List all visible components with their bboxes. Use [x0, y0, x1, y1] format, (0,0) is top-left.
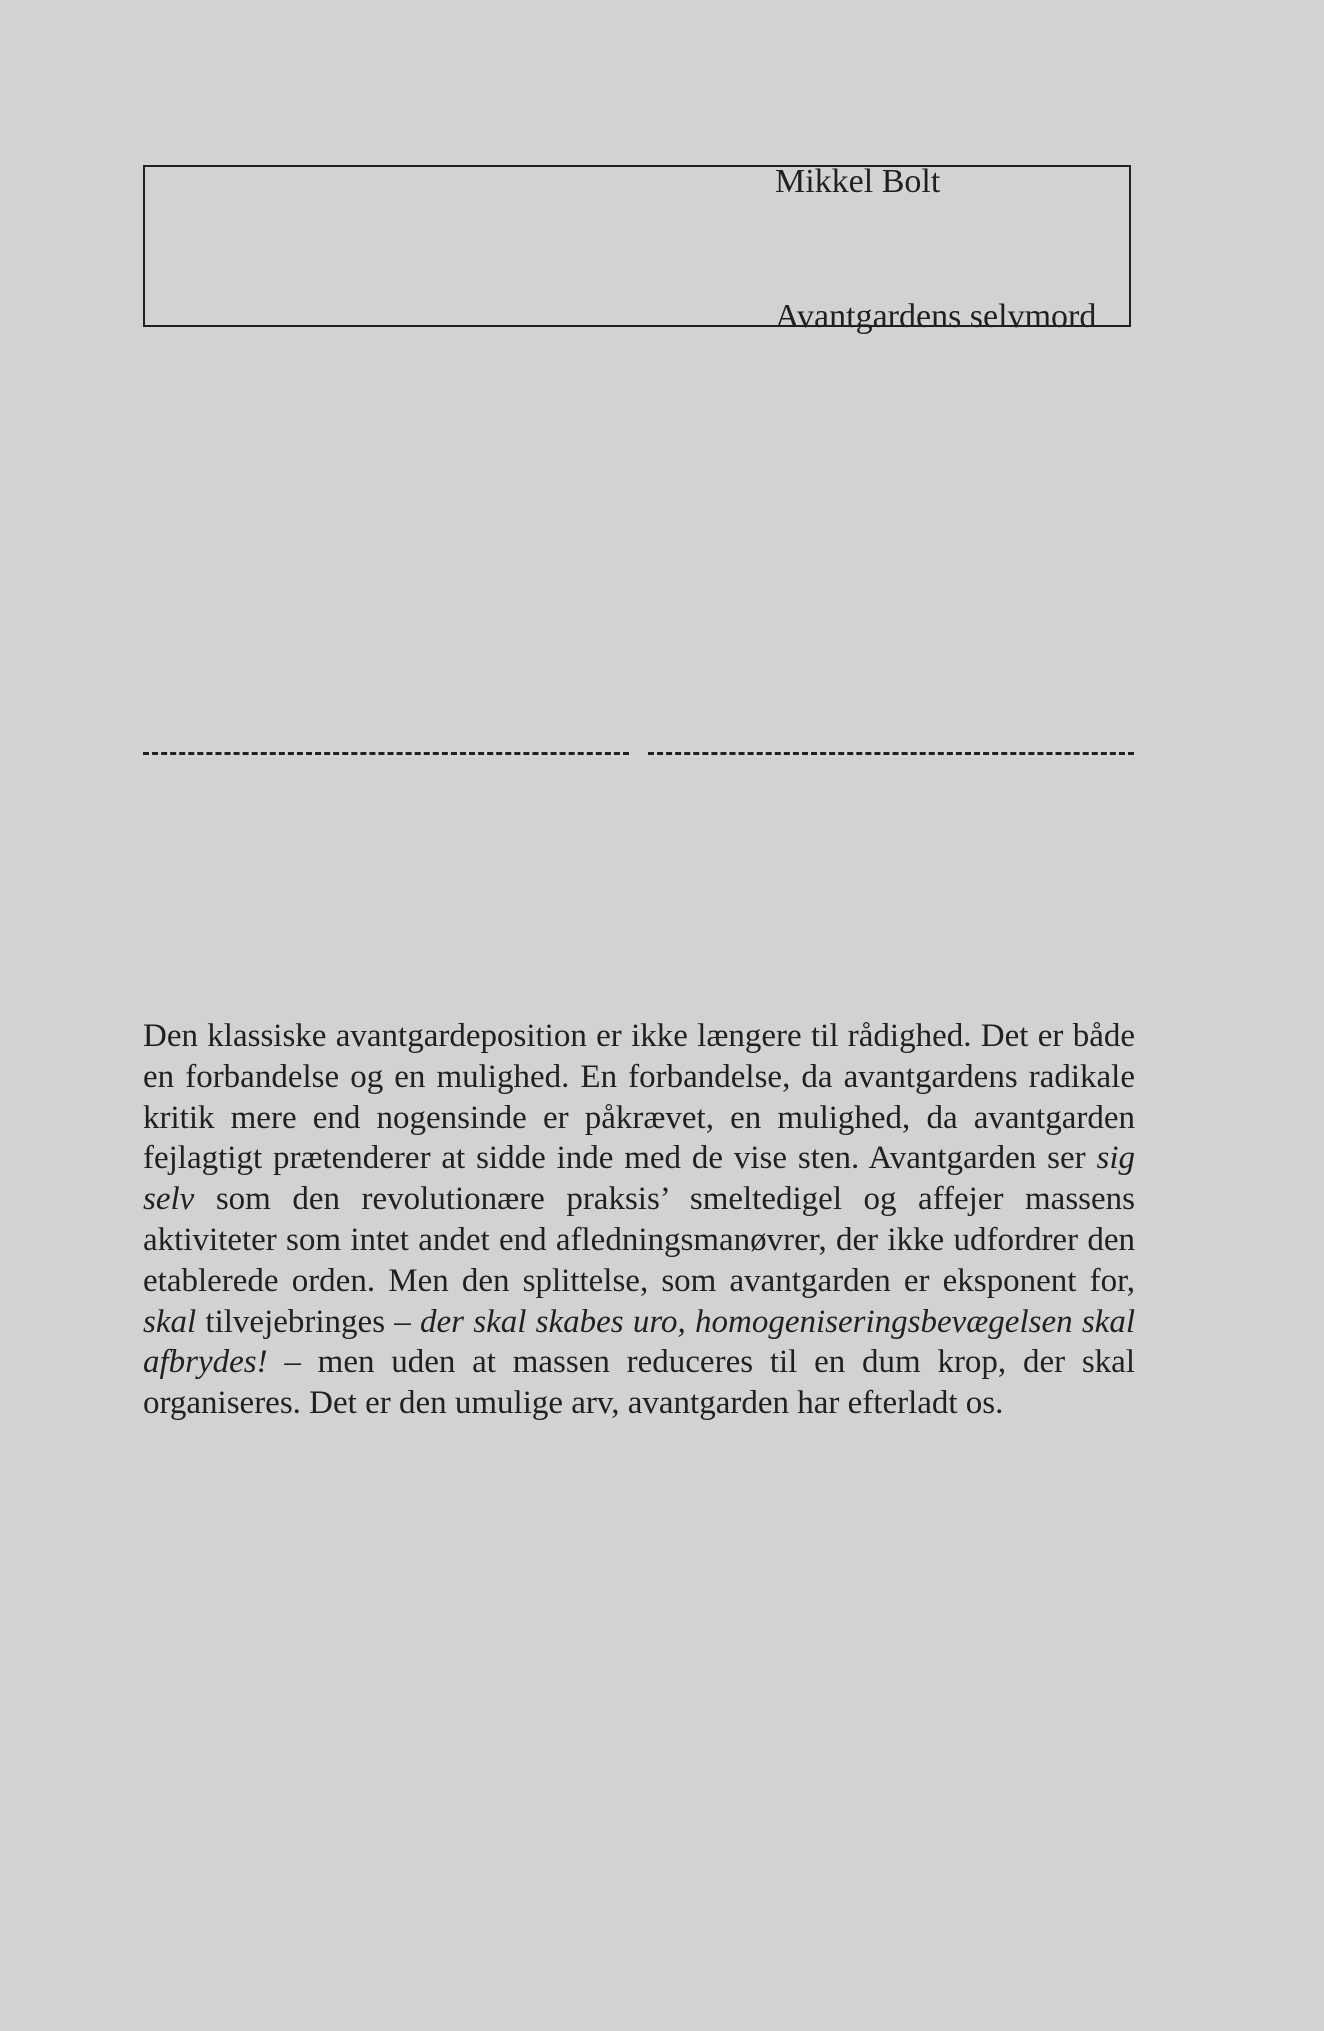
- blurb-emphasis-1: sig selv: [143, 1140, 1135, 1218]
- back-cover-blurb: [143, 1016, 1135, 1424]
- blurb-text-2: som den revolutionære praksis’ smeltedigel og affejer massens aktiviteter som intet andet end afledningsmanøvrer, der ikke udfordrer den etablerede orden. Men den splittelse, som avantgarden er eksponent for,: [143, 1181, 1135, 1299]
- blurb-text-4: – men uden at massen reduceres til en dum krop, der skal organiseres. Det er den umulige arv, avantgarden har efterladt os.: [143, 1344, 1135, 1422]
- blurb-emphasis-3: der skal skabes uro, homogeniseringsbevægelsen skal afbrydes!: [143, 1303, 1136, 1381]
- blurb-emphasis-2: skal: [143, 1303, 197, 1340]
- blurb-text-1: Den klassiske avantgardeposition er ikke længere til rådighed. Det er både en forbandelse og en mulighed. En forbandelse, da avantgardens radikale kritik mere end nogensinde er påkrævet, en mulighed, da avantgarden fejlagtigt prætenderer at sidde inde med de vise sten. Avantgarden ser: [143, 1018, 1135, 1177]
- dashed-divider-right: [648, 752, 1134, 755]
- book-title: Avantgardens selvmord: [775, 298, 1097, 335]
- blurb-text-3: tilvejebringes –: [196, 1303, 421, 1340]
- dashed-divider-left: [143, 752, 629, 755]
- author-name: Mikkel Bolt: [775, 163, 941, 200]
